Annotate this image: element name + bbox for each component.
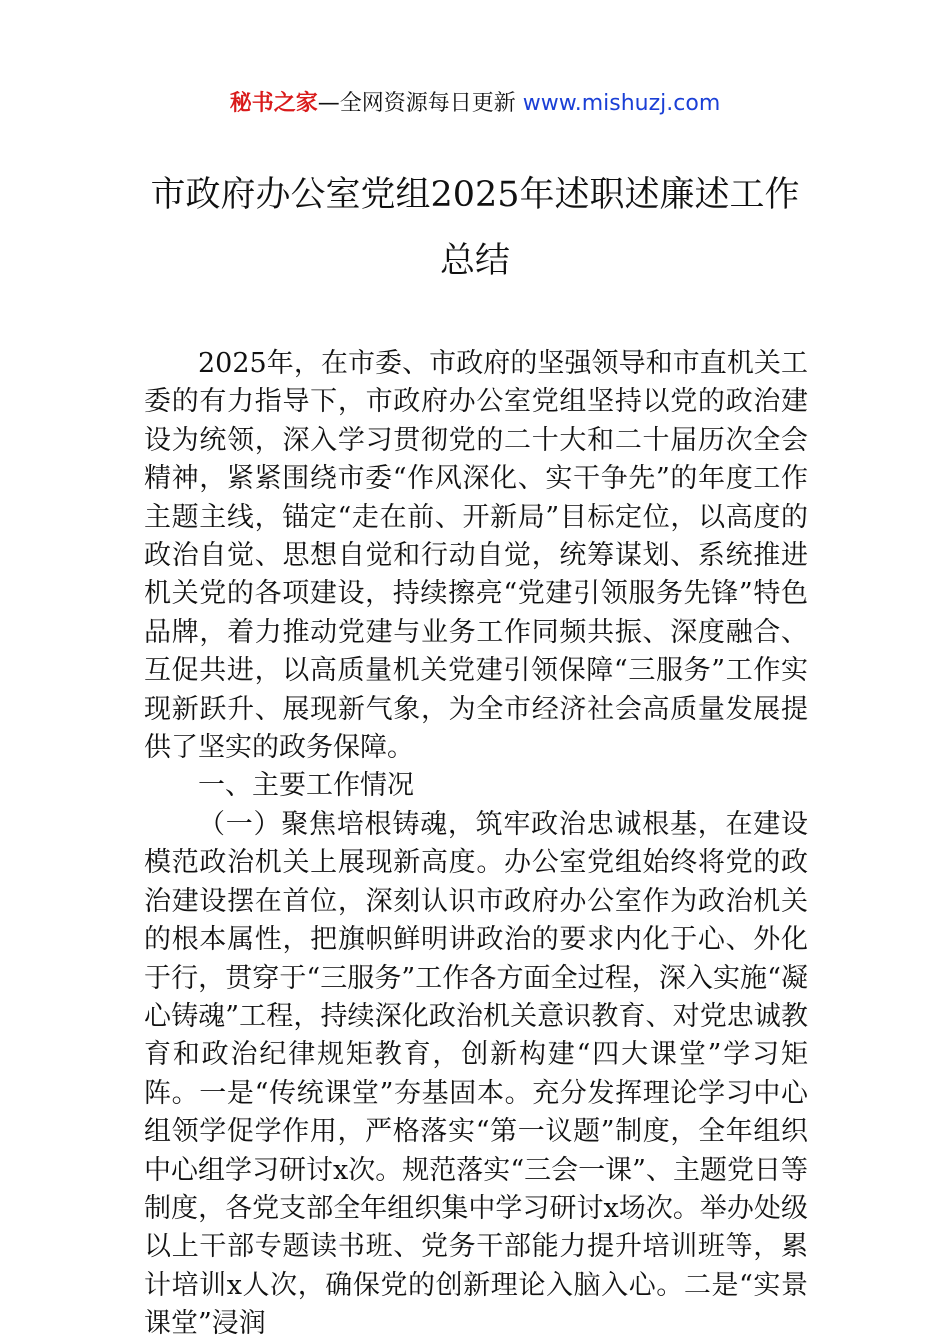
site-brand: 秘书之家 (229, 91, 318, 116)
body-paragraph: （一）聚焦培根铸魂，筑牢政治忠诚根基，在建设模范政治机关上展现新高度。办公室党组始终将党的政治建设摆在首位，深刻认识市政府办公室作为政治机关的根本属性，把旗帜鲜明讲政治的要求内化于心、外化于行，贯穿于“三服务”工作各方面全过程，深入实施“凝心铸魂”工程，持续深化政治机关意识教育、对党忠诚教育和政治纪律规矩教育，创新构建“四大课堂”学习矩阵。一是“传统课堂”夯基固本。充分发挥理论学习中心组领学促学作用，严格落实“第一议题”制度，全年组织中心组学习研讨x次。规范落实“三会一课”、主题党日等制度，各党支部全年组织集中学习研讨x场次。举办处级以上干部专题读书班、党务干部能力提升培训班等，累计培训x人次，确保党的创新理论入脑入心。二是“实景课堂”浸润 (144, 808, 808, 1340)
document-title-line-1: 市政府办公室党组2025年述职述廉述工作 (150, 175, 800, 215)
document-title (100, 162, 850, 294)
site-slogan: —全网资源每日更新 (317, 91, 523, 116)
site-header (0, 86, 950, 122)
section-heading: 一、主要工作情况 (198, 770, 414, 802)
site-url-link[interactable]: www.mishuzj.com (522, 91, 721, 116)
document-body (144, 345, 808, 1344)
document-title-line-2: 总结 (439, 241, 510, 281)
intro-paragraph: 2025年，在市委、市政府的坚强领导和市直机关工委的有力指导下，市政府办公室党组坚持以党的政治建设为统领，深入学习贯彻党的二十大和二十届历次全会精神，紧紧围绕市委“作风深化、实干争先”的年度工作主题主线，锚定“走在前、开新局”目标定位，以高度的政治自觉、思想自觉和行动自觉，统筹谋划、系统推进机关党的各项建设，持续擦亮“党建引领服务先锋”特色品牌，着力推动党建与业务工作同频共振、深度融合、互促共进，以高质量机关党建引领保障“三服务”工作实现新跃升、展现新气象，为全市经济社会高质量发展提供了坚实的政务保障。 (144, 348, 808, 764)
